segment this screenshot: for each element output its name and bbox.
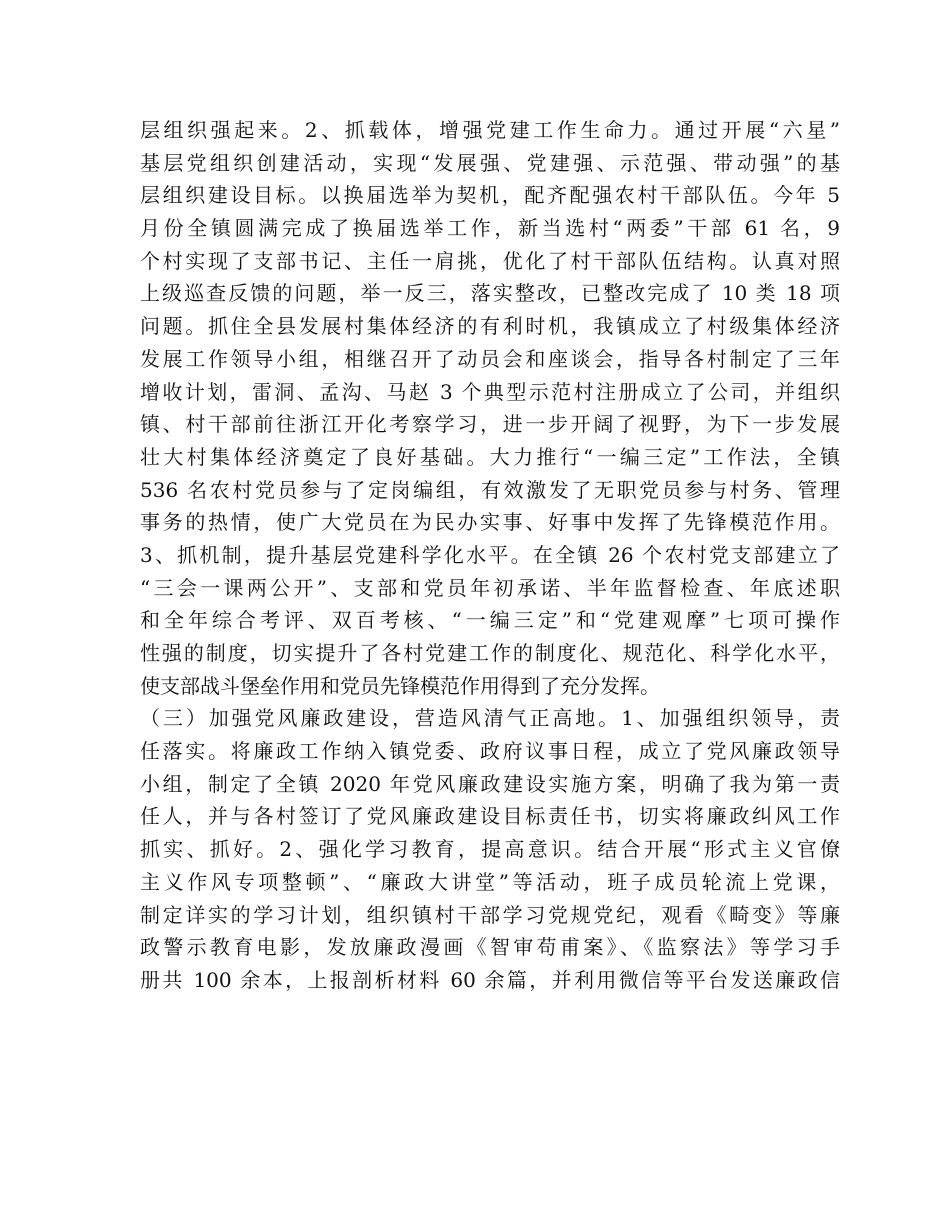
- text-line: “三会一课两公开”、支部和党员年初承诺、半年监督检查、年底述职: [140, 575, 840, 600]
- text-line: 3、抓机制，提升基层党建科学化水平。在全镇 26 个农村党支部建立了: [140, 542, 840, 567]
- text-line: 层组织建设目标。以换届选举为契机，配齐配强农村干部队伍。今年 5: [140, 183, 840, 208]
- text-line: 任人，并与各村签订了党风廉政建设目标责任书，切实将廉政纠风工作: [140, 804, 840, 829]
- section-heading-line: （三）加强党风廉政建设，营造风清气正高地。1、加强组织领导，责: [140, 706, 840, 731]
- text-line: 制定详实的学习计划，组织镇村干部学习党规党纪，观看《畸变》等廉: [140, 902, 840, 927]
- text-line: 层组织强起来。2、抓载体，增强党建工作生命力。通过开展“六星”: [140, 118, 840, 142]
- text-line: 主义作风专项整顿”、“廉政大讲堂”等活动，班子成员轮流上党课，: [140, 869, 840, 894]
- text-line: 小组，制定了全镇 2020 年党风廉政建设实施方案，明确了我为第一责: [140, 771, 840, 796]
- text-line: 政警示教育电影，发放廉政漫画《智审苟甫案》、《监察法》等学习手: [140, 935, 840, 960]
- text-line: 基层党组织创建活动，实现“发展强、党建强、示范强、带动强”的基: [140, 150, 840, 175]
- text-line: 使支部战斗堡垒作用和党员先锋模范作用得到了充分发挥。: [140, 673, 660, 698]
- text-line: 个村实现了支部书记、主任一肩挑，优化了村干部队伍结构。认真对照: [140, 248, 840, 273]
- text-line: 性强的制度，切实提升了各村党建工作的制度化、规范化、科学化水平，: [140, 641, 840, 665]
- text-line: 册共 100 余本，上报剖析材料 60 余篇，并利用微信等平台发送廉政信: [140, 967, 840, 992]
- text-line: 发展工作领导小组，相继召开了动员会和座谈会，指导各村制定了三年: [140, 346, 840, 371]
- text-line: 事务的热情，使广大党员在为民办实事、好事中发挥了先锋模范作用。: [140, 510, 840, 535]
- text-line: 上级巡查反馈的问题，举一反三，落实整改，已整改完成了 10 类 18 项: [140, 281, 840, 306]
- body-text: [140, 114, 840, 997]
- text-line: 增收计划，雷洞、孟沟、马赵 3 个典型示范村注册成立了公司，并组织: [140, 379, 840, 404]
- text-line: 问题。抓住全县发展村集体经济的有利时机，我镇成立了村级集体经济: [140, 314, 840, 339]
- text-line: 和全年综合考评、双百考核、“一编三定”和“党建观摩”七项可操作: [140, 608, 840, 633]
- text-line: 536 名农村党员参与了定岗编组，有效激发了无职党员参与村务、管理: [140, 477, 840, 502]
- text-line: 任落实。将廉政工作纳入镇党委、政府议事日程，成立了党风廉政领导: [140, 739, 840, 764]
- text-line: 壮大村集体经济奠定了良好基础。大力推行“一编三定”工作法，全镇: [140, 444, 840, 469]
- text-line: 抓实、抓好。2、强化学习教育，提高意识。结合开展“形式主义官僚: [140, 837, 840, 862]
- text-line: 月份全镇圆满完成了换届选举工作，新当选村“两委”干部 61 名，9: [140, 216, 840, 241]
- text-line: 镇、村干部前往浙江开化考察学习，进一步开阔了视野，为下一步发展: [140, 412, 840, 437]
